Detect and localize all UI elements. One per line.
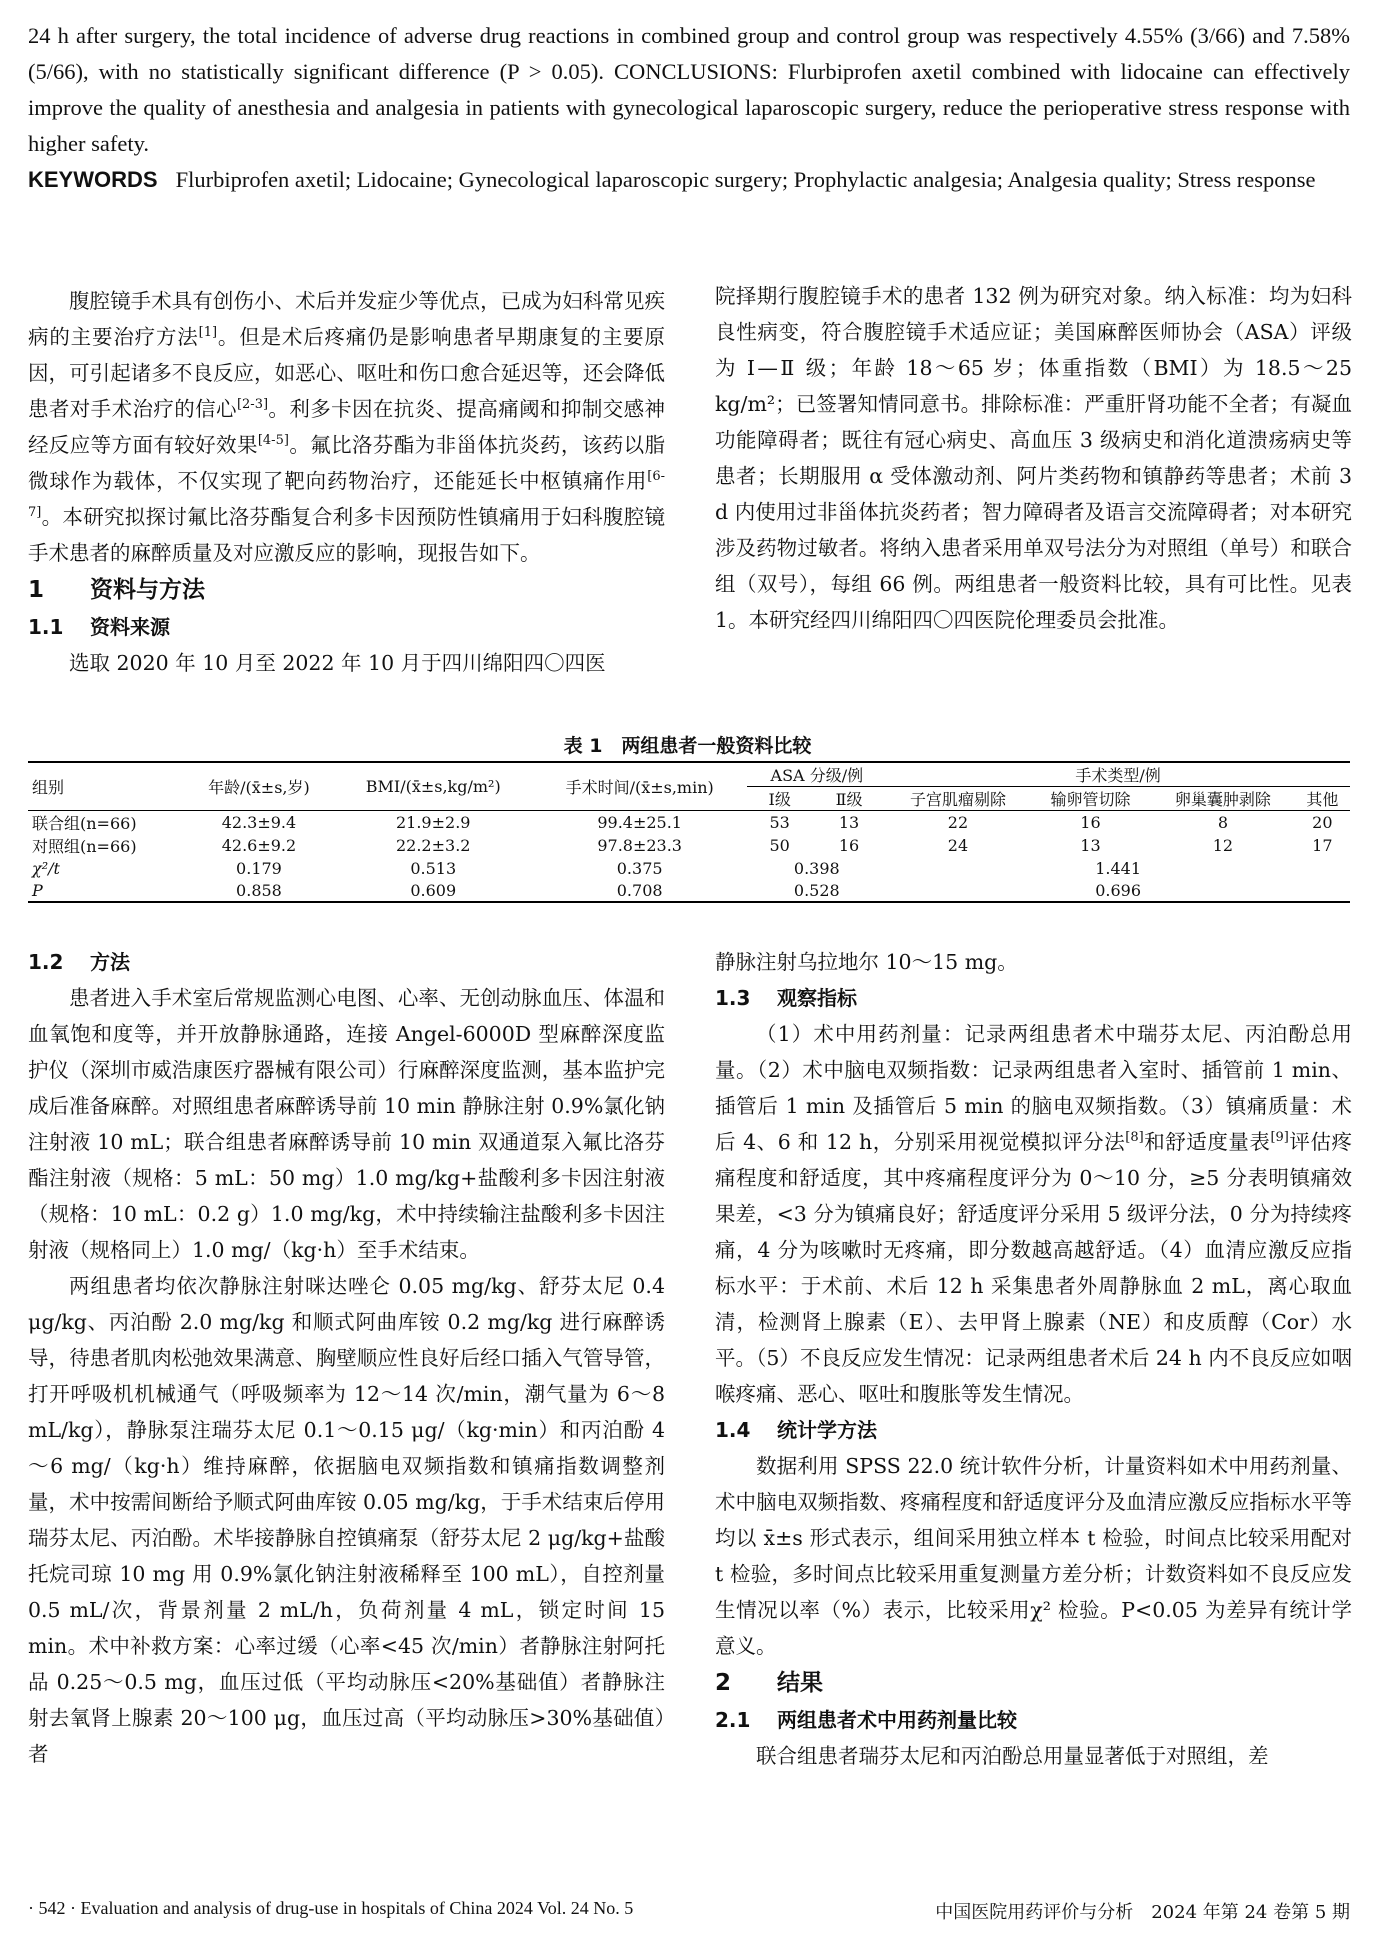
subsection-heading: 1.1 资料来源 — [28, 615, 170, 639]
left-column-bottom — [28, 944, 665, 1772]
subsection-heading: 1.4 统计学方法 — [715, 1418, 877, 1442]
table-row: χ²/t 0.179 0.513 0.375 0.398 1.441 — [32, 858, 1141, 878]
citation: [6-7] — [28, 469, 665, 521]
right-column-bottom — [715, 944, 1352, 1774]
keywords-label: KEYWORDS — [28, 167, 158, 192]
body-paragraph: （1）术中用药剂量：记录两组患者术中瑞芬太尼、丙泊酚总用量。（2）术中脑电双频指数：记录两组患者入室时、插管前 1 min、插管后 1 min 及插管后 5 min 的脑电双频指数。（3）镇痛质量：术后 4、6 和 12 h，分别采用视觉模拟评分法[8]和舒适度量表[9]评估疼痛程度和舒适度，其中疼痛程度评分为 0～10 分，≥5 分表明镇痛效果差，<3 分为镇痛良好；舒适度评分采用 5 级评分法，0 分为持续疼痛，4 分为咳嗽时无疼痛，即分数越高越舒适。（4）血清应激反应指标水平：于术前、术后 12 h 采集患者外周静脉血 2 mL，离心取血清，检测肾上腺素（E）、去甲肾上腺素（NE）和皮质醇（Cor）水平。（5）不良反应发生情况：记录两组患者术后 24 h 内不良反应如咽喉疼痛、恶心、呕吐和腹胀等发生情况。 — [715, 1022, 1353, 1406]
subsection-heading: 1.2 方法 — [28, 950, 130, 974]
subsection-heading: 2.1 两组患者术中用药剂量比较 — [715, 1708, 1017, 1732]
right-column-top — [715, 278, 1352, 638]
citation: [4-5] — [257, 433, 289, 449]
citation: [8] — [1125, 1130, 1144, 1146]
keywords-text: Flurbiprofen axetil; Lidocaine; Gynecological laparoscopic surgery; Prophylactic analgesia; Analgesia quality; Stress response — [175, 167, 1316, 192]
table-1 — [28, 761, 1350, 903]
col-header: ASA 分级/例 — [747, 762, 886, 787]
intro-paragraph: 腹腔镜手术具有创伤小、术后并发症少等优点，已成为妇科常见疾病的主要治疗方法[1]。但是术后疼痛仍是影响患者早期康复的主要原因，可引起诸多不良反应，如恶心、呕吐和伤口愈合延迟等，还会降低患者对手术治疗的信心[2-3]。利多卡因在抗炎、提高痛阈和抑制交感神经反应等方面有较好效果[4-5]。氟比洛芬酯为非甾体抗炎药，该药以脂微球作为载体，不仅实现了靶向药物治疗，还能延长中枢镇痛作用[6-7]。本研究拟探讨氟比洛芬酯复合利多卡因预防性镇痛用于妇科腹腔镜手术患者的麻醉质量及对应激反应的影响，现报告如下。 — [28, 289, 666, 565]
col-header: Ⅰ级 — [768, 790, 791, 809]
col-header: 手术类型/例 — [886, 762, 1350, 787]
citation: [2-3] — [236, 397, 269, 413]
body-paragraph: 联合组患者瑞芬太尼和丙泊酚总用量显著低于对照组，差 — [756, 1744, 1269, 1768]
body-paragraph: 静脉注射乌拉地尔 10～15 mg。 — [715, 950, 1018, 974]
section-heading: 1 资料与方法 — [28, 577, 205, 603]
col-header: 卵巢囊肿剥除 — [1174, 790, 1271, 809]
table-row: 对照组(n=66) 42.6±9.2 22.2±3.2 97.8±23.3 50 16 24 13 12 17 — [32, 836, 1333, 856]
footer-right: 中国医院用药评价与分析 2024 年第 24 卷第 5 期 — [935, 1902, 1350, 1923]
col-header: BMI/(x̄±s,kg/m²) — [365, 777, 501, 796]
keywords-line — [28, 162, 1350, 198]
left-column-top — [28, 283, 665, 681]
body-paragraph: 院择期行腹腔镜手术的患者 132 例为研究对象。纳入标准：均为妇科良性病变，符合腹腔镜手术适应证；美国麻醉医师协会（ASA）评级为 Ⅰ—Ⅱ 级；年龄 18～65 岁；体重指数（BMI）为 18.5～25 kg/m²；已签署知情同意书。排除标准：严重肝肾功能不全者；有凝血功能障碍者；既往有冠心病史、高血压 3 级病史和消化道溃疡病史等患者；长期服用 α 受体激动剂、阿片类药物和镇静药等患者；术前 3 d 内使用过非甾体抗炎药者；智力障碍者及语言交流障碍者；对本研究涉及药物过敏者。将纳入患者采用单双号法分为对照组（单号）和联合组（双号），每组 66 例。两组患者一般资料比较，具有可比性。见表 1。本研究经四川绵阳四〇四医院伦理委员会批准。 — [715, 284, 1352, 632]
abstract-text: 24 h after surgery, the total incidence of adverse drug reactions in combined group and control group was respectively 4.55% (3/66) and 7.58% (5/66), with no statistically significant difference (P > 0.05). CONCLUSIONS: Flurbiprofen axetil combined with lidocaine can effectively improve the quality of anesthesia and analgesia in patients with gynecological laparoscopic surgery, reduce the perioperative stress response with higher safety. — [28, 23, 1350, 156]
section-heading: 2 结果 — [715, 1670, 823, 1696]
body-paragraph: 数据利用 SPSS 22.0 统计软件分析，计量资料如术中用药剂量、术中脑电双频指数、疼痛程度和舒适度评分及血清应激反应指标水平等均以 x̄±s 形式表示，组间采用独立样本 t 检验，时间点比较采用配对 t 检验，多时间点比较采用重复测量方差分析；计数资料如不良反应发生情况以率（%）表示，比较采用χ² 检验。P<0.05 为差异有统计学意义。 — [715, 1454, 1352, 1658]
table-title: 表 1 两组患者一般资料比较 — [563, 735, 812, 757]
table-row: P 0.858 0.609 0.708 0.528 0.696 — [28, 879, 1350, 902]
col-header: 输卵管切除 — [1050, 790, 1131, 809]
page-footer — [28, 1898, 1350, 1924]
subsection-heading: 1.3 观察指标 — [715, 986, 857, 1010]
col-header: 年龄/(x̄±s,岁) — [208, 778, 310, 797]
citation: [9] — [1270, 1130, 1289, 1146]
citation: [1] — [198, 325, 218, 341]
footer-left: · 542 · Evaluation and analysis of drug-use in hospitals of China 2024 Vol. 24 No. 5 — [28, 1898, 634, 1918]
col-header: 手术时间/(x̄±s,min) — [565, 778, 714, 797]
col-header: Ⅱ级 — [835, 790, 863, 809]
body-paragraph: 两组患者均依次静脉注射咪达唑仑 0.05 mg/kg、舒芬太尼 0.4 μg/kg、丙泊酚 2.0 mg/kg 和顺式阿曲库铵 0.2 mg/kg 进行麻醉诱导，待患者肌肉松弛效果满意、胸壁顺应性良好后经口插入气管导管，打开呼吸机机械通气（呼吸频率为 12～14 次/min，潮气量为 6～8 mL/kg），静脉泵注瑞芬太尼 0.1～0.15 μg/（kg·min）和丙泊酚 4～6 mg/（kg·h）维持麻醉，依据脑电双频指数和镇痛指数调整剂量，术中按需间断给予顺式阿曲库铵 0.05 mg/kg，于手术结束后停用瑞芬太尼、丙泊酚。术毕接静脉自控镇痛泵（舒芬太尼 2 μg/kg+盐酸托烷司琼 10 mg 用 0.9%氯化钠注射液稀释至 100 mL），自控剂量 0.5 mL/次，背景剂量 2 mL/h，负荷剂量 4 mL，锁定时间 15 min。术中补救方案：心率过缓（心率<45 次/min）者静脉注射阿托品 0.25～0.5 mg，血压过低（平均动脉压<20%基础值）者静脉注射去氧肾上腺素 20～100 μg，血压过高（平均动脉压>30%基础值）者 — [28, 1274, 665, 1766]
col-header: 组别 — [32, 778, 65, 797]
body-paragraph: 患者进入手术室后常规监测心电图、心率、无创动脉血压、体温和血氧饱和度等，并开放静脉通路，连接 Angel-6000D 型麻醉深度监护仪（深圳市威浩康医疗器械有限公司）行麻醉深度监测，基本监护完成后准备麻醉。对照组患者麻醉诱导前 10 min 静脉注射 0.9%氯化钠注射液 10 mL；联合组患者麻醉诱导前 10 min 双通道泵入氟比洛芬酯注射液（规格：5 mL：50 mg）1.0 mg/kg+盐酸利多卡因注射液（规格：10 mL：0.2 g）1.0 mg/kg，术中持续输注盐酸利多卡因注射液（规格同上）1.0 mg/（kg·h）至手术结束。 — [28, 986, 665, 1262]
body-paragraph: 选取 2020 年 10 月至 2022 年 10 月于四川绵阳四〇四医 — [69, 651, 606, 675]
english-abstract — [28, 18, 1350, 198]
col-header: 子宫肌瘤剔除 — [909, 790, 1006, 809]
col-header: 其他 — [1306, 790, 1339, 809]
table-row: 联合组(n=66) 42.3±9.4 21.9±2.9 99.4±25.1 53 13 22 16 8 20 — [32, 813, 1333, 833]
